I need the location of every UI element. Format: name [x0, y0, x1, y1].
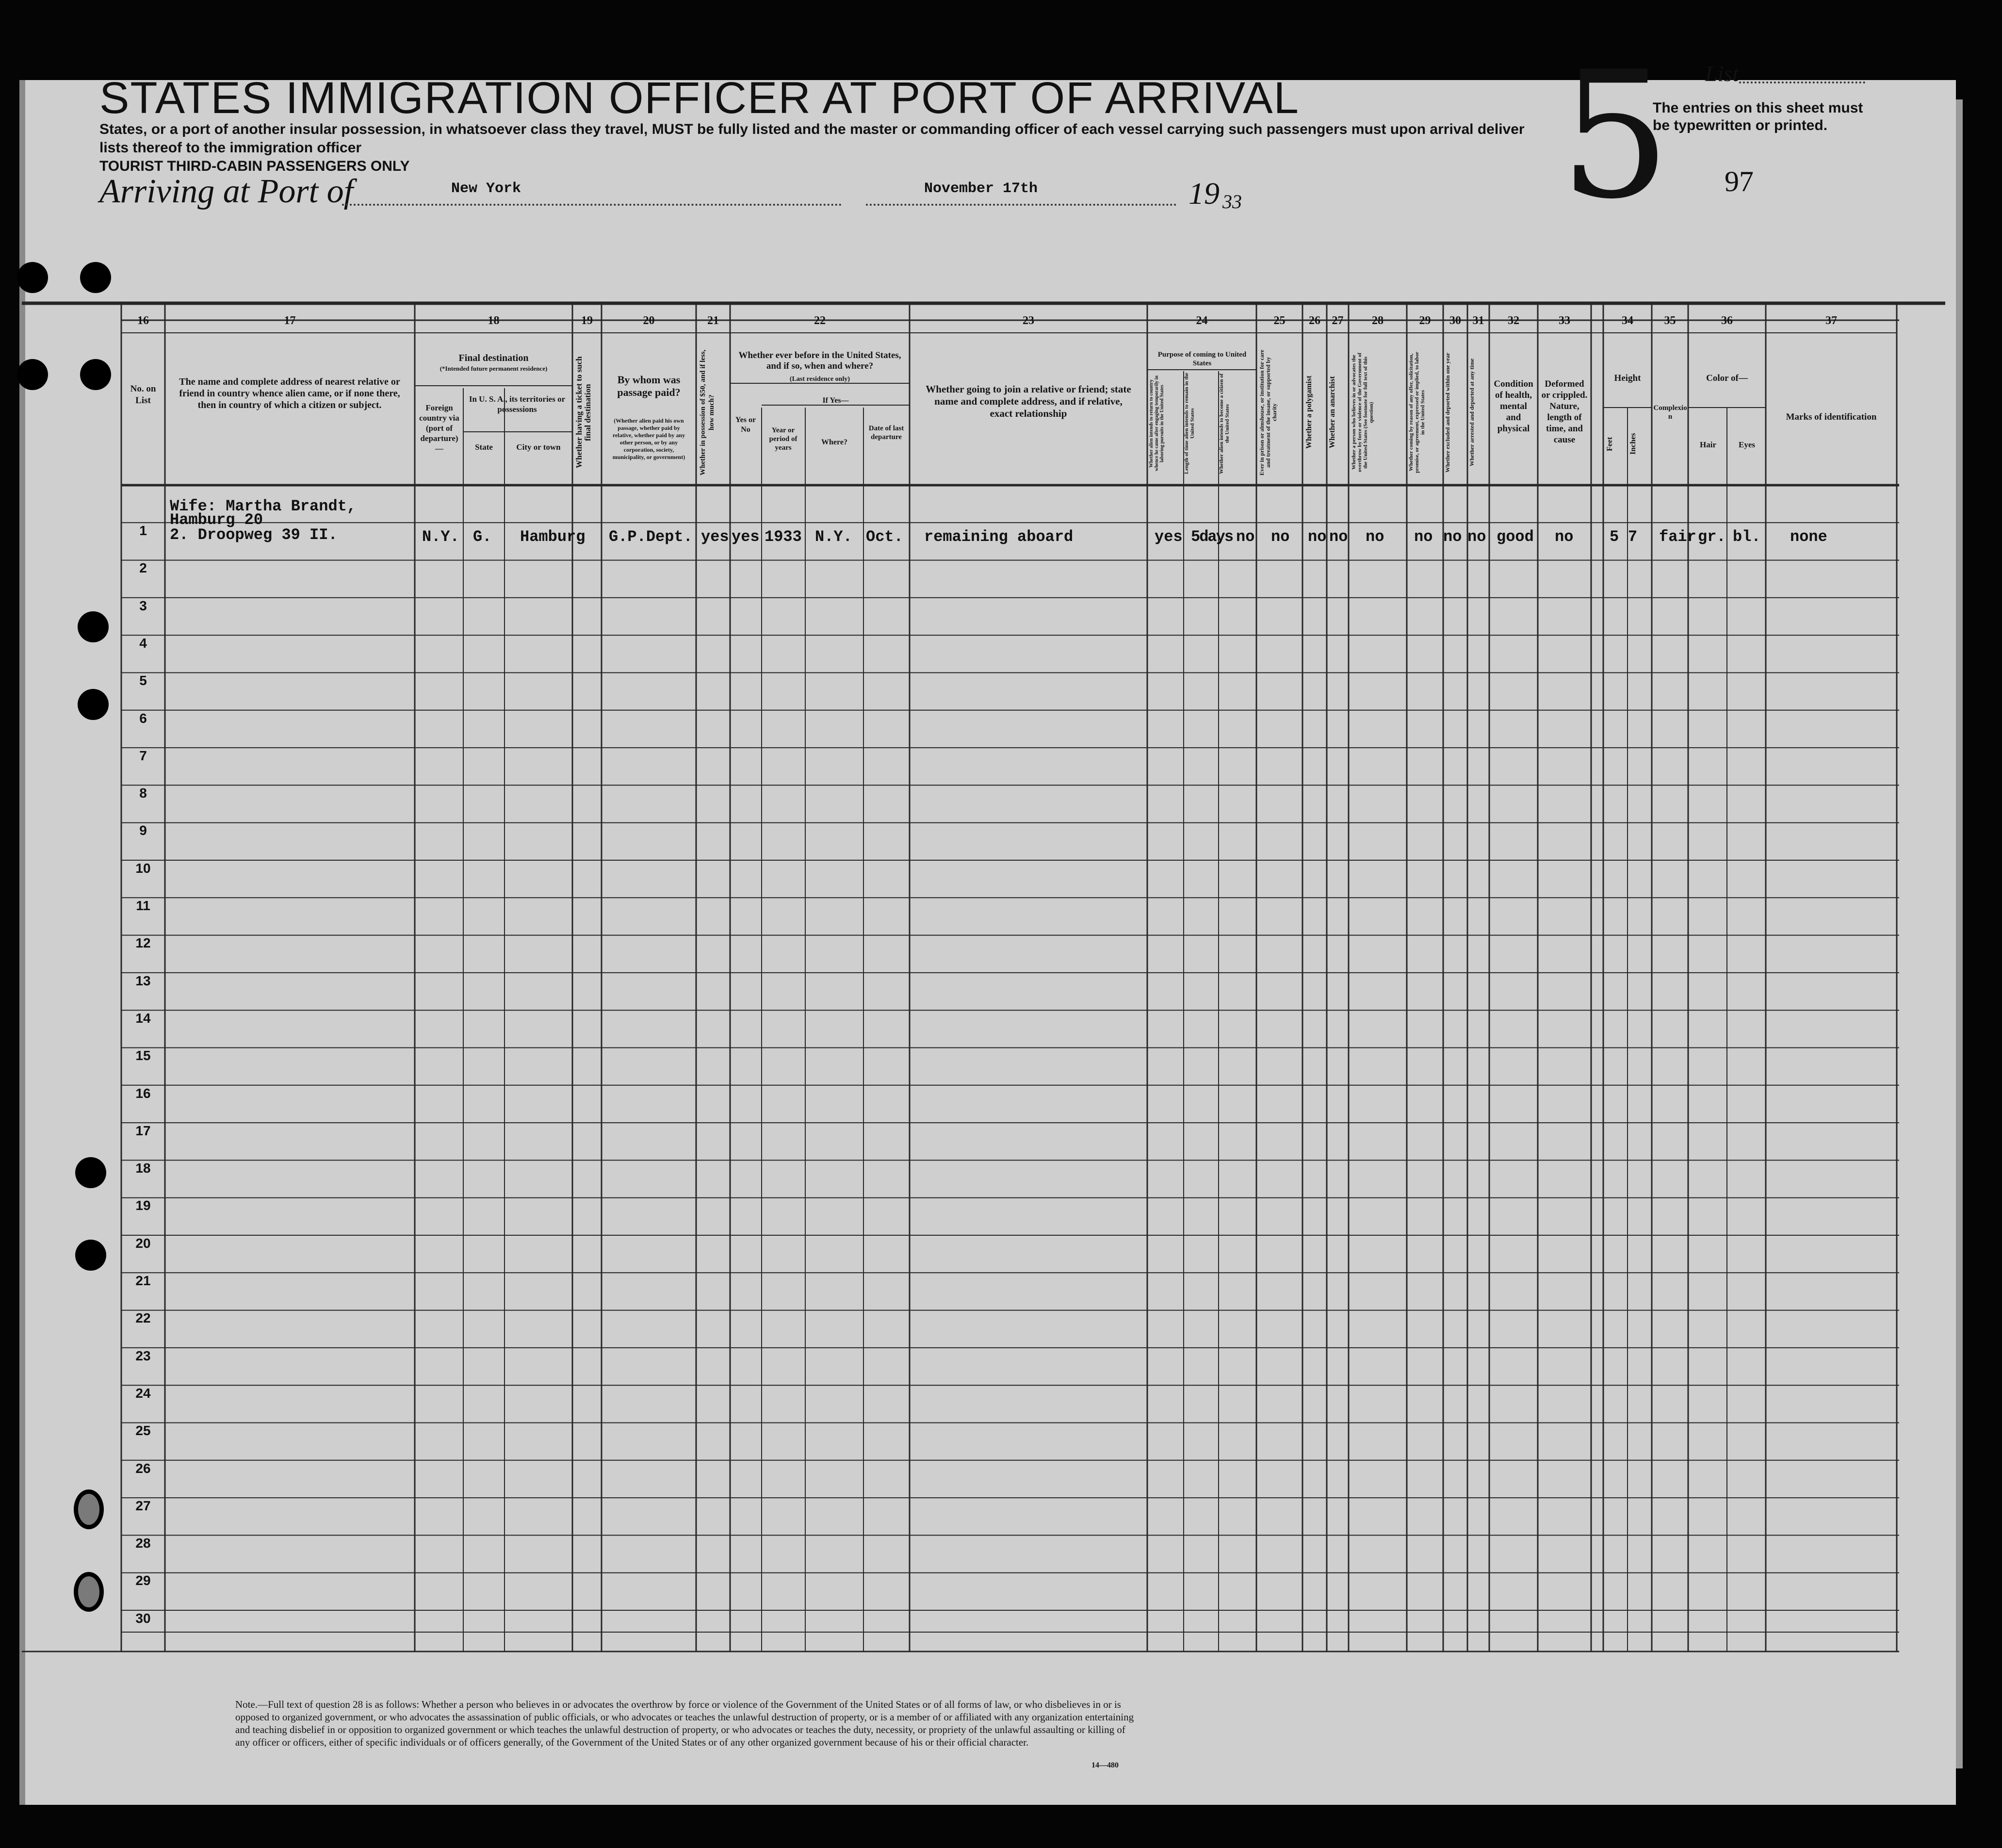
- col-num-18: 18: [488, 314, 500, 327]
- header-possession-50: Whether in possession of $50, and if less, how much?: [699, 349, 716, 475]
- header-in-usa: In U. S. A., its territories or possessions: [469, 394, 566, 414]
- header-height: Height: [1614, 373, 1641, 383]
- row-number: 17: [135, 1123, 151, 1138]
- form-number: 14—480: [1091, 1761, 1119, 1769]
- row-number: 18: [135, 1161, 151, 1176]
- header-final-destination: Final destination: [458, 353, 529, 363]
- row1-inches: 7: [1628, 528, 1638, 546]
- col-num-22: 22: [814, 314, 826, 327]
- list-label: List: [1705, 61, 1739, 86]
- header-complexion: Complexion: [1653, 404, 1687, 421]
- row1-deformed: no: [1555, 528, 1574, 546]
- row-number: 13: [135, 973, 151, 988]
- col-num-32: 32: [1508, 314, 1519, 327]
- header-condition: Condition of health, mental and physical: [1494, 379, 1533, 434]
- row1-anarchist: no: [1329, 528, 1348, 546]
- row1-hair: gr.: [1698, 528, 1726, 546]
- row1-purpose-c: no: [1236, 528, 1255, 546]
- header-ever-in-prison: Ever in prison or almshouse, or institution for care and treatment of the insane, or supported by charity: [1258, 349, 1278, 475]
- row1-eyes: bl.: [1733, 528, 1761, 546]
- row-number: 3: [139, 598, 147, 613]
- row-number: 5: [139, 673, 147, 688]
- header-where: Where?: [821, 438, 847, 446]
- row1-condition: good: [1497, 528, 1534, 546]
- row-number: 6: [139, 710, 147, 726]
- header-if-yes: If Yes—: [822, 396, 849, 405]
- port-value: New York: [451, 180, 521, 197]
- row-number: 10: [135, 860, 151, 876]
- row-number: 23: [135, 1348, 151, 1363]
- col-num-29: 29: [1419, 314, 1431, 327]
- sheet-number: 5: [1560, 34, 1671, 237]
- header-purpose-c: Whether alien intends to become a citizen of the United States: [1219, 373, 1230, 474]
- header-anarchist: Whether an anarchist: [1328, 376, 1336, 449]
- col-num-24: 24: [1196, 314, 1208, 327]
- header-polygamist: Whether a polygamist: [1305, 376, 1313, 449]
- row1-q28: no: [1366, 528, 1384, 546]
- col-num-20: 20: [643, 314, 655, 327]
- instructions-line-2: TOURIST THIRD-CABIN PASSENGERS ONLY: [99, 158, 410, 174]
- entries-note-line-2: be typewritten or printed.: [1653, 117, 1828, 133]
- header-state: State: [475, 442, 493, 452]
- row-number: 21: [135, 1273, 151, 1288]
- col-num-35: 35: [1664, 314, 1676, 327]
- row1-relative-line2: Hamburg 20: [170, 511, 263, 529]
- header-inches: Inches: [1629, 433, 1637, 455]
- arriving-label: Arriving at Port of: [99, 173, 354, 210]
- header-join-relative: Whether going to join a relative or friend; state name and complete address, and if relative, exact relationship: [926, 383, 1131, 419]
- row1-relative-line3: 2. Droopweg 39 II.: [170, 526, 338, 544]
- row-number: 29: [135, 1573, 151, 1588]
- header-nearest-relative: The name and complete address of nearest relative or friend in country whence alien came, or if none there, then in country of which a citizen or subject.: [179, 376, 400, 410]
- row-number: 24: [135, 1385, 151, 1401]
- row1-city: Hamburg: [520, 528, 586, 546]
- date-value: November 17th: [924, 180, 1038, 197]
- header-last-residence: (Last residence only): [789, 376, 850, 383]
- col-num-25: 25: [1273, 314, 1286, 327]
- row-number: 28: [135, 1536, 151, 1551]
- row1-polygamist: no: [1308, 528, 1327, 546]
- row1-prison: no: [1271, 528, 1290, 546]
- row-number: 7: [139, 748, 147, 763]
- header-city-or-town: City or town: [516, 442, 561, 452]
- row-number: 9: [139, 823, 147, 838]
- header-q31: Whether arrested and deported at any time: [1468, 358, 1475, 467]
- col-num-33: 33: [1559, 314, 1570, 327]
- row-number: 4: [139, 635, 147, 651]
- header-ticket: Whether having a ticket to such final destination: [574, 356, 592, 469]
- row1-join-relative: remaining aboard: [924, 528, 1074, 546]
- header-by-whom: By whom was passage paid?: [617, 374, 681, 398]
- header-hair: Hair: [1700, 440, 1716, 449]
- col-num-28: 28: [1372, 314, 1383, 327]
- header-ever-before: Whether ever before in the United States, and if so, when and where?: [738, 350, 901, 371]
- row-number: 8: [139, 785, 147, 801]
- row1-year: 1933: [765, 528, 802, 546]
- row-number: 14: [135, 1010, 151, 1026]
- header-deformed: Deformed or crippled. Nature, length of time, and cause: [1541, 379, 1588, 445]
- instructions-line-1: States, or a port of another insular possession, in whatsoever class they travel, MUST be fully listed and the master or commanding officer of each vessel carrying such passengers must upon arrival deliver lists thereof to the immigration officer: [99, 121, 1525, 156]
- col-num-21: 21: [707, 314, 719, 327]
- col-num-27: 27: [1332, 314, 1344, 327]
- row1-feet: 5: [1610, 528, 1619, 546]
- row-number: 1: [139, 523, 147, 538]
- row1-last-departure: Oct.: [866, 528, 903, 546]
- row1-purpose-b: 5days: [1191, 528, 1233, 546]
- footnote: Note.—Full text of question 28 is as follows: Whether a person who believes in or advocates the overthrow by force or violence of the Government of the United States or of all forms of law, or who disbelieves in or is opposed to organized government, or who advocates the assassination of public officials, or who advocates or teaches the unlawful destruction of property, or is a member of or affiliated with any organization entertaining and teaching disbelief in or opposition to organized government or which teaches the unlawful destruction of property, or who advocates or teaches the duty, necessity, or propriety of the unlawful assaulting or killing of any officer or officers, either of specific individuals or of officers generally, of the Government of the United States or of any other organized government because of his or their official character.: [235, 1699, 1134, 1748]
- year-suffix: 33: [1222, 191, 1242, 213]
- form-title: STATES IMMIGRATION OFFICER AT PORT OF ARRIVAL: [99, 73, 1300, 123]
- row-number: 30: [135, 1610, 151, 1626]
- row1-paid-by: G.P.Dept.: [609, 528, 693, 546]
- col-num-19: 19: [581, 314, 593, 327]
- header-year-period: Year or period of years: [769, 426, 798, 452]
- col-num-17: 17: [284, 314, 296, 327]
- row-number: 2: [139, 560, 147, 576]
- header-yes-or-no: Yes or No: [735, 416, 756, 434]
- row1-state: G.: [473, 528, 492, 546]
- header-q30: Whether excluded and deported within one year: [1444, 352, 1451, 473]
- col-num-23: 23: [1023, 314, 1034, 327]
- col-num-16: 16: [137, 314, 149, 327]
- col-num-37: 37: [1825, 314, 1837, 327]
- col-num-26: 26: [1309, 314, 1320, 327]
- header-q29: Whether coming by reason of any offer, solicitation, promise, or agreement, expressed or implied, to labor in the United States: [1408, 351, 1426, 474]
- header-marks: Marks of identification: [1786, 412, 1877, 422]
- row1-where: N.Y.: [815, 528, 852, 546]
- row-number: 19: [135, 1198, 151, 1213]
- row-number: 27: [135, 1498, 151, 1513]
- row1-q29: no: [1414, 528, 1433, 546]
- header-color-of: Color of—: [1706, 373, 1748, 383]
- entries-note-line-1: The entries on this sheet must: [1653, 100, 1863, 116]
- col-num-31: 31: [1472, 314, 1484, 327]
- row-number: 12: [135, 935, 151, 951]
- row1-possession-50: yes: [701, 528, 729, 546]
- row1-foreign-via: N.Y.: [422, 528, 459, 546]
- row1-purpose-a: yes: [1155, 528, 1183, 546]
- row-number: 20: [135, 1235, 151, 1251]
- header-final-destination-sub: (*Intended future permanent residence): [439, 365, 548, 372]
- header-eyes: Eyes: [1739, 440, 1755, 449]
- header-q28: Whether a person who believes in or advocates the overthrow by force or violence of the Government of the United States (See footnote for full text of this question): [1351, 352, 1374, 473]
- header-foreign-country: Foreign country via (port of departure)—: [419, 403, 459, 453]
- header-purpose: Purpose of coming to United States: [1157, 351, 1247, 367]
- row1-q31: no: [1467, 528, 1486, 546]
- col-num-30: 30: [1449, 314, 1461, 327]
- col-num-36: 36: [1721, 314, 1733, 327]
- row-number: 25: [135, 1423, 151, 1439]
- row-number: 11: [136, 898, 150, 913]
- row-number: 15: [135, 1048, 151, 1063]
- header-by-whom-sub: (Whether alien paid his own passage, whether paid by relative, whether paid by any other person, or by any corporation, society, municipality, or government): [612, 417, 685, 460]
- header-purpose-b: Length of time alien intends to remain in the United States: [1184, 373, 1195, 474]
- row-number: 22: [135, 1310, 151, 1326]
- header-no-on-list: No. on List: [130, 384, 156, 406]
- header-date-last-departure: Date of last departure: [868, 425, 904, 441]
- row1-complexion: fair: [1659, 528, 1696, 546]
- page-number: 97: [1725, 165, 1754, 197]
- row-number: 16: [135, 1085, 151, 1101]
- header-feet: Feet: [1606, 437, 1614, 451]
- row1-ever-before: yes: [732, 528, 760, 546]
- year-prefix: 19: [1188, 176, 1220, 211]
- row1-marks: none: [1790, 528, 1827, 546]
- header-purpose-a: Whether alien intends to return to country whence he came after engaging temporarily in laboring pursuits in the United States: [1149, 376, 1165, 472]
- row1-relative-line1: Wife: Martha Brandt,: [170, 497, 357, 515]
- row-number: 26: [135, 1460, 151, 1476]
- col-num-34: 34: [1622, 314, 1633, 327]
- row1-q30: no: [1443, 528, 1462, 546]
